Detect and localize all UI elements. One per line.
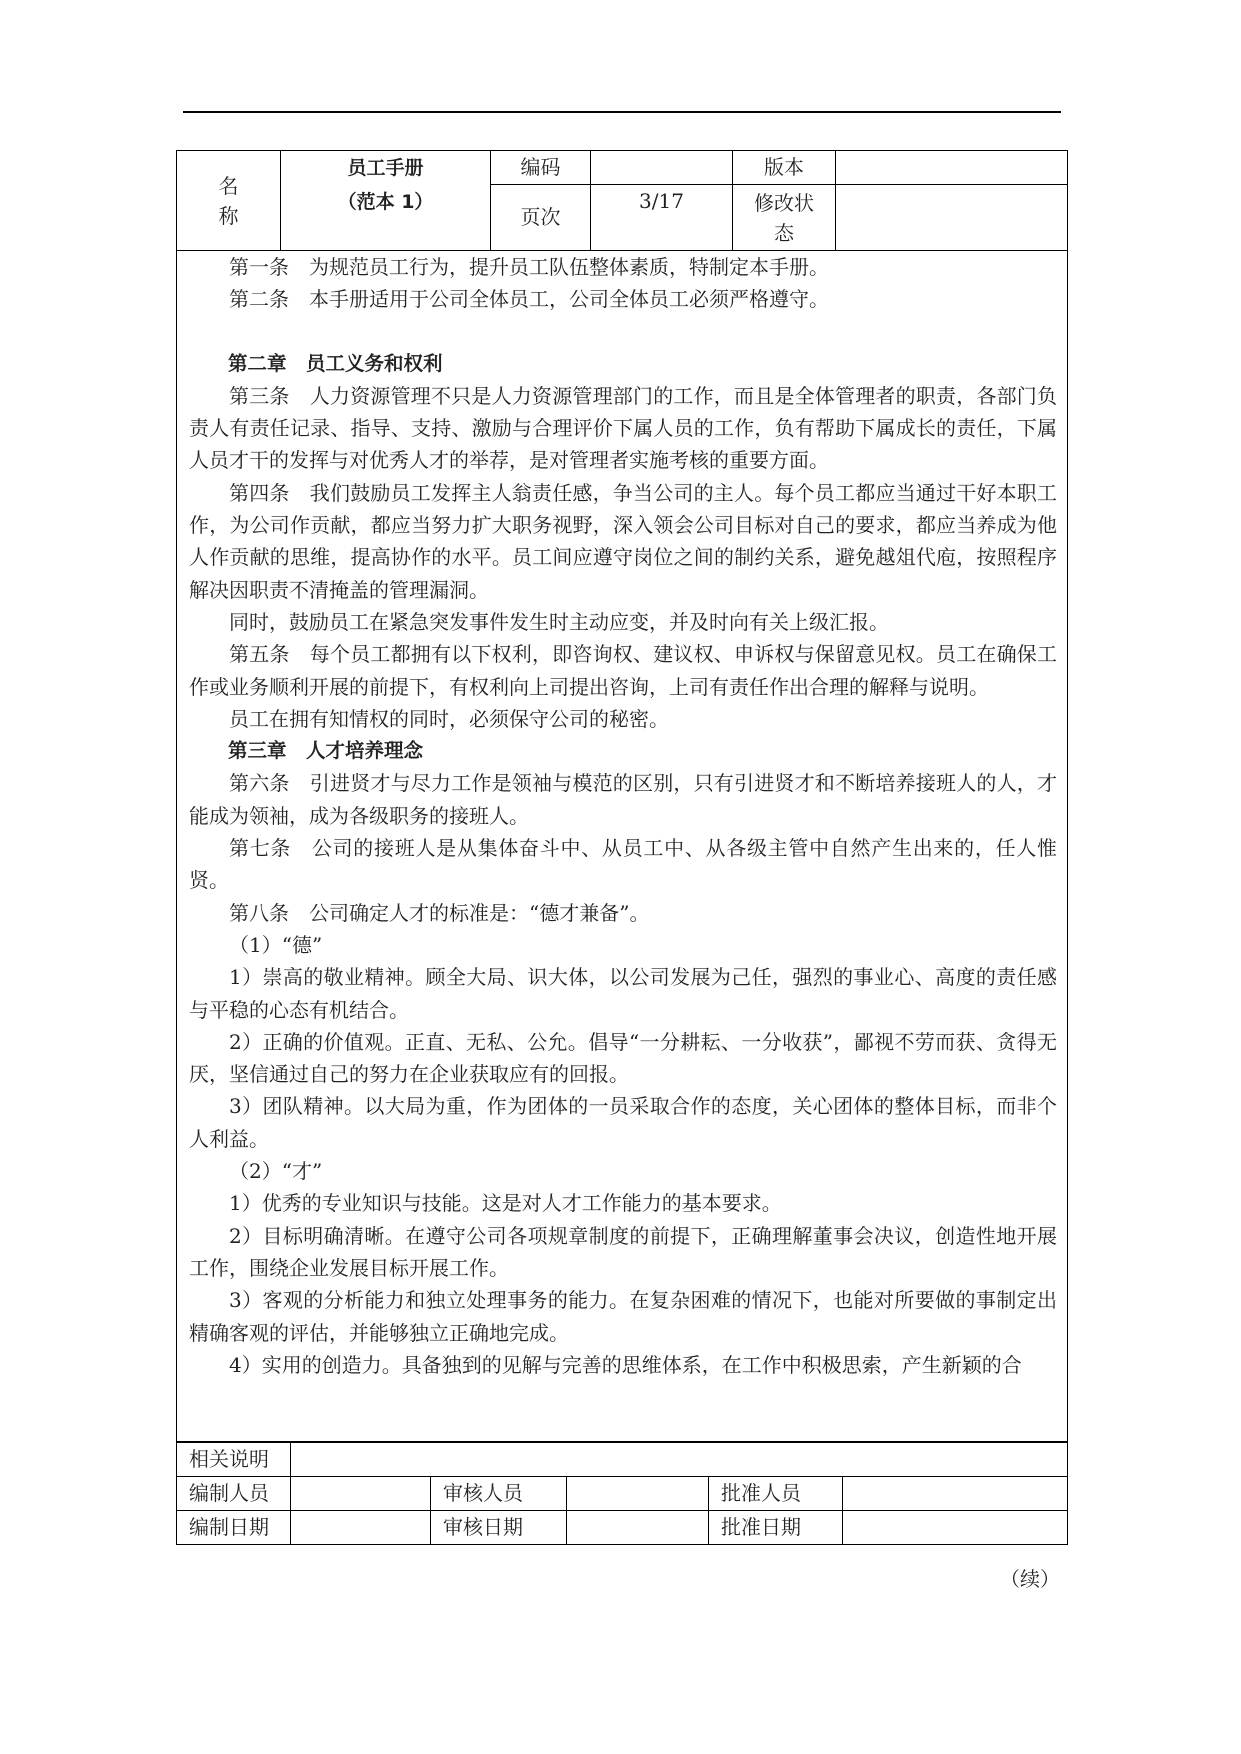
paragraph-gap (189, 316, 1057, 348)
prepared-date-value (291, 1511, 431, 1545)
approved-date-value (843, 1511, 1068, 1545)
body-paragraph: 2）正确的价值观。正直、无私、公允。倡导“一分耕耘、一分收获”，鄙视不劳而获、贪得无厌，坚信通过自己的努力在企业获取应有的回报。 (189, 1029, 1057, 1087)
reviewed-date-label: 审核日期 (431, 1511, 567, 1545)
body-paragraph: 2）目标明确清晰。在遵守公司各项规章制度的前提下，正确理解董事会决议，创造性地开展工作，围绕企业发展目标开展工作。 (189, 1223, 1057, 1280)
body-paragraph: 1）崇高的敬业精神。顾全大局、识大体，以公司发展为己任，强烈的事业心、高度的责任感与平稳的心态有机结合。 (189, 965, 1057, 1022)
code-label: 编码 (491, 151, 591, 185)
body-paragraphs (189, 251, 1057, 1381)
body-content (177, 251, 1068, 1442)
header-table (176, 150, 1068, 1442)
body-paragraph: 第八条 公司确定人才的标准是：“德才兼备”。 (229, 900, 650, 925)
revision-value (836, 185, 1068, 251)
body-paragraph: （2）“才” (229, 1159, 323, 1184)
chapter-heading: 第二章 员工义务和权利 (228, 351, 443, 375)
prepared-date-label: 编制日期 (177, 1511, 291, 1545)
body-paragraph: 1）优秀的专业知识与技能。这是对人才工作能力的基本要求。 (229, 1191, 782, 1216)
body-paragraph: 第六条 引进贤才与尽力工作是领袖与模范的区别，只有引进贤才和不断培养接班人的人，才能成为领袖，成为各级职务的接班人。 (189, 771, 1057, 828)
header-rule (183, 111, 1061, 113)
body-paragraph: 第一条 为规范员工行为，提升员工队伍整体素质，特制定本手册。 (229, 255, 829, 279)
footer-table (176, 1442, 1068, 1545)
body-paragraph: 3）团队精神。以大局为重，作为团体的一员采取合作的态度，关心团体的整体目标，而非个人利益。 (189, 1094, 1057, 1151)
prepared-by-value (291, 1477, 431, 1511)
reviewed-by-value (567, 1477, 709, 1511)
chapter-heading: 第三章 人才培养理念 (228, 739, 424, 763)
revision-label-line-1: 修改状 (754, 190, 814, 215)
body-paragraph: 第七条 公司的接班人是从集体奋斗中、从员工中、从各级主管中自然产生出来的，任人惟贤。 (189, 836, 1057, 893)
body-paragraph: 第五条 每个员工都拥有以下权利，即咨询权、建议权、申诉权与保留意见权。员工在确保工作或业务顺利开展的前提下，有权利向上司提出咨询，上司有责任作出合理的解释与说明。 (189, 642, 1057, 699)
document-title (281, 151, 491, 251)
prepared-by-label: 编制人员 (177, 1477, 291, 1511)
approved-by-label: 批准人员 (709, 1477, 843, 1511)
body-paragraph: 员工在拥有知情权的同时，必须保守公司的秘密。 (229, 706, 669, 731)
approved-date-label: 批准日期 (709, 1511, 843, 1545)
revision-label-line-2: 态 (774, 220, 794, 245)
revision-label (733, 185, 836, 251)
code-value (591, 151, 733, 185)
reviewed-date-value (567, 1511, 709, 1545)
reviewed-by-label: 审核人员 (431, 1477, 567, 1511)
body-paragraph: 4）实用的创造力。具备独到的见解与完善的思维体系，在工作中积极思索，产生新颖的合 (229, 1352, 1022, 1377)
body-paragraph: 第三条 人力资源管理不只是人力资源管理部门的工作，而且是全体管理者的职责，各部门负责人有责任记录、指导、支持、激励与合理评价下属人员的工作，负有帮助下属成长的责任，下属人员才干的发挥与对优秀人才的举荐，是对管理者实施考核的重要方面。 (189, 383, 1057, 473)
approved-by-value (843, 1477, 1068, 1511)
version-value (836, 151, 1068, 185)
continued-marker: （续） (1000, 1567, 1060, 1591)
document-form (176, 150, 1067, 1545)
body-paragraph: （1）“德” (229, 932, 323, 957)
body-paragraph: 第四条 我们鼓励员工发挥主人翁责任感，争当公司的主人。每个员工都应当通过干好本职工作，为公司作贡献，都应当努力扩大职务视野，深入领会公司目标对自己的要求，都应当养成为他人作贡献的思维，提高协作的水平。员工间应遵守岗位之间的制约关系，避免越俎代庖，按照程序解决因职责不清掩盖的管理漏洞。 (189, 480, 1057, 602)
related-value (291, 1443, 1068, 1477)
body-paragraph: 第二条 本手册适用于公司全体员工，公司全体员工必须严格遵守。 (229, 287, 829, 312)
related-label: 相关说明 (177, 1443, 291, 1477)
name-label (177, 151, 281, 251)
version-label: 版本 (733, 151, 836, 185)
page-value: 3/17 (591, 185, 733, 251)
body-paragraph: 3）客观的分析能力和独立处理事务的能力。在复杂困难的情况下，也能对所要做的事制定出精确客观的评估，并能够独立正确地完成。 (189, 1288, 1057, 1345)
body-paragraph: 同时，鼓励员工在紧急突发事件发生时主动应变，并及时向有关上级汇报。 (229, 609, 889, 634)
name-label-char-1: 名 (218, 173, 239, 198)
title-line-2: （范本 1） (337, 191, 434, 213)
page-label: 页次 (491, 185, 591, 251)
name-label-char-2: 称 (218, 203, 239, 228)
title-line-1: 员工手册 (347, 157, 424, 179)
